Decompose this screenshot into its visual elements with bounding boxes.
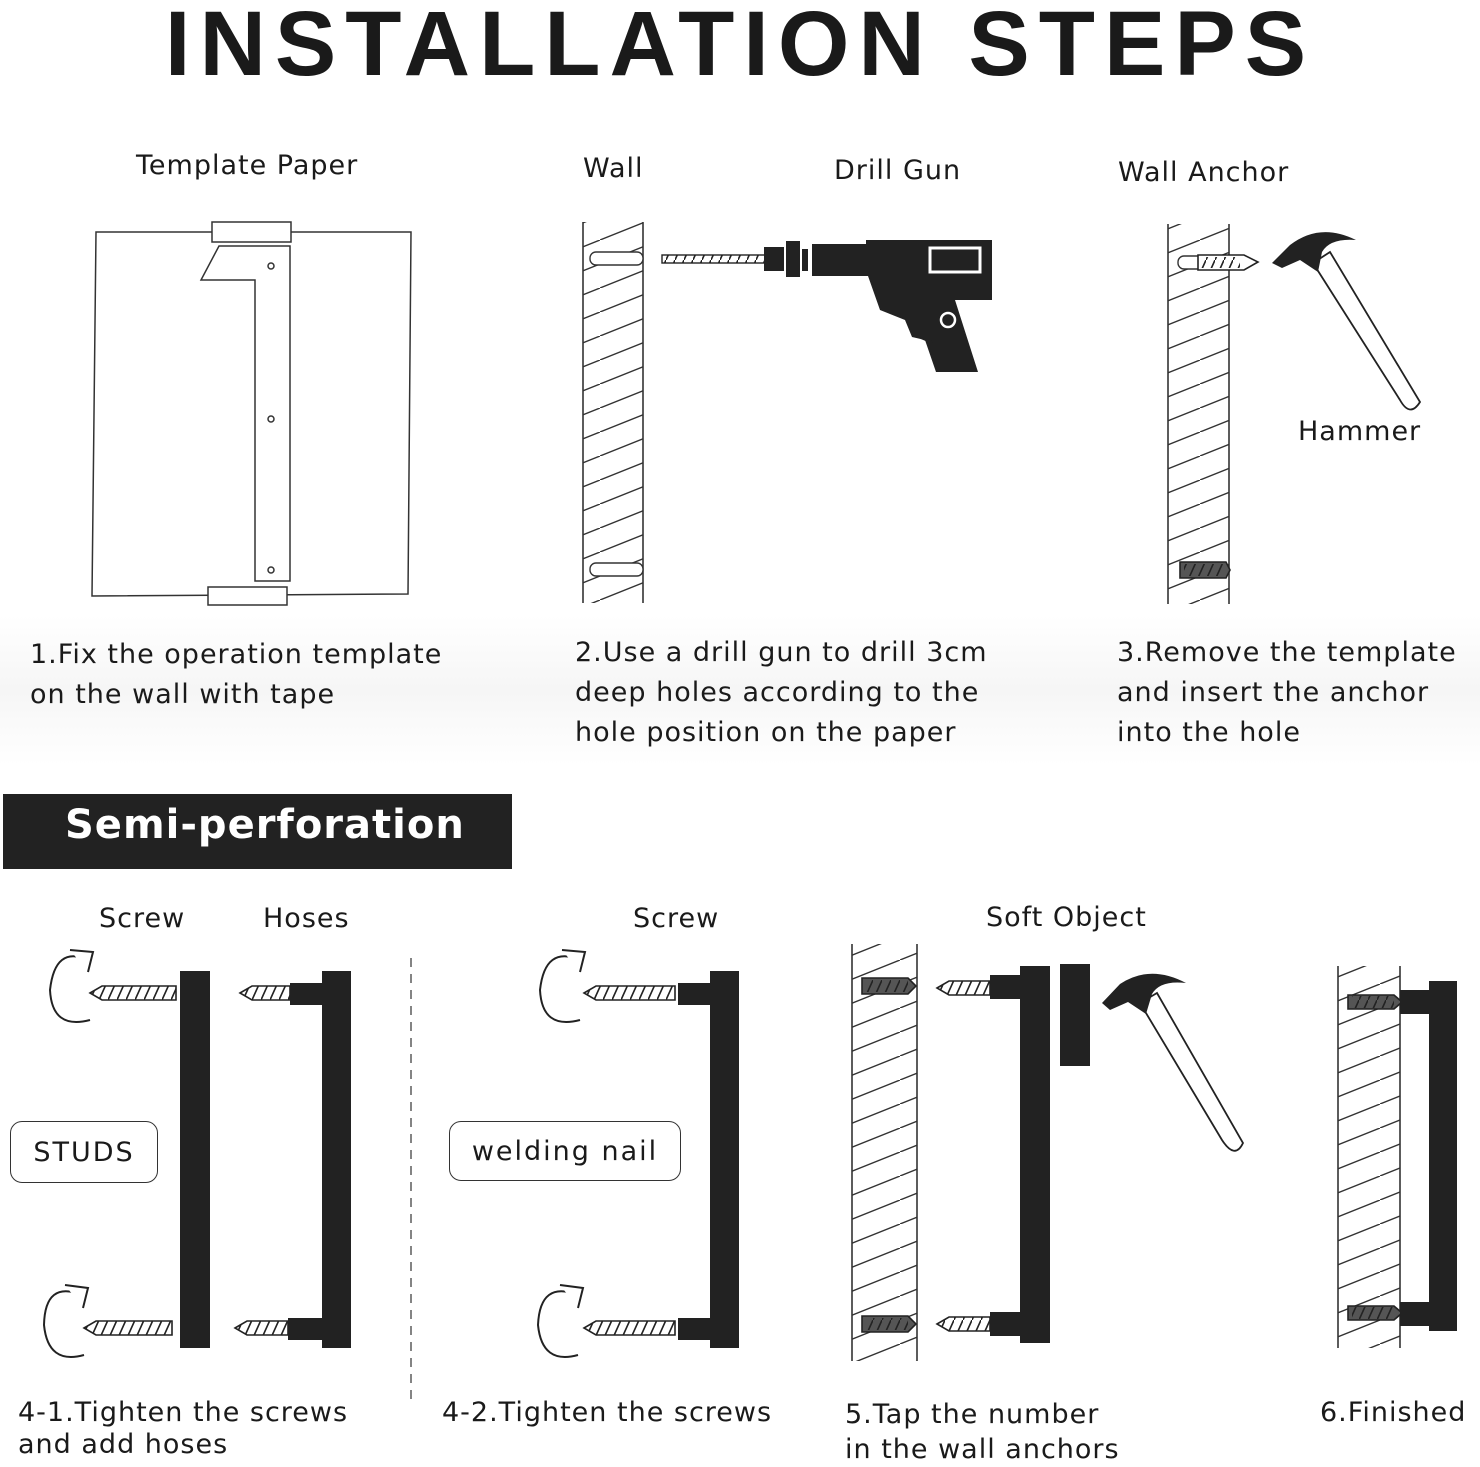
- hose-handle-4-1: [288, 971, 351, 1348]
- hammer-icon-step5: [1102, 974, 1243, 1151]
- screw-rotation-arrows-4-2: [538, 950, 585, 1357]
- label-drill-gun: Drill Gun: [834, 155, 962, 186]
- label-wall: Wall: [583, 153, 644, 184]
- step-5-caption: 5.Tap the number in the wall anchors: [845, 1399, 1120, 1465]
- screw-icon-group-4-2: [584, 986, 675, 1335]
- page-title: INSTALLATION STEPS: [164, 0, 1316, 95]
- finished-handle: [1400, 981, 1457, 1331]
- handle-step5: [990, 966, 1050, 1343]
- step-3-caption: 3.Remove the template and insert the anchor into the hole: [1117, 637, 1457, 748]
- step-6-caption: 6.Finished: [1320, 1397, 1467, 1428]
- soft-object-icon: [1060, 964, 1090, 1066]
- template-paper-illustration: [92, 222, 411, 605]
- step-4-2-caption: 4-2.Tighten the screws: [442, 1397, 773, 1428]
- wall-illustration-step6: [1338, 966, 1402, 1348]
- wall-illustration-step3: [1168, 224, 1258, 604]
- label-screw-2: Screw: [633, 903, 720, 934]
- wall-illustration-step5: [852, 944, 990, 1361]
- studs-text: STUDS: [33, 1136, 135, 1168]
- handle-4-2: [678, 971, 739, 1348]
- screw-icon-group-4-1: [84, 971, 290, 1348]
- screw-rotation-arrows-4-1: [44, 950, 93, 1357]
- step-1-caption: 1.Fix the operation template on the wall with tape: [30, 639, 443, 710]
- step-4-1-caption: 4-1.Tighten the screws and add hoses: [18, 1397, 349, 1460]
- label-soft-object: Soft Object: [986, 902, 1147, 933]
- label-screw-1: Screw: [99, 903, 186, 934]
- drill-gun-icon: [662, 240, 992, 372]
- label-hoses: Hoses: [263, 903, 350, 934]
- wall-illustration-step2: [583, 222, 643, 603]
- label-hammer: Hammer: [1298, 416, 1422, 447]
- banner-text: Semi-perforation: [65, 802, 465, 848]
- welding-nail-text: welding nail: [471, 1135, 659, 1167]
- step-2-caption: 2.Use a drill gun to drill 3cm deep holes according to the hole position on the paper: [575, 637, 988, 748]
- label-template-paper: Template Paper: [136, 150, 359, 181]
- hammer-icon: [1272, 232, 1420, 409]
- label-wall-anchor: Wall Anchor: [1118, 157, 1290, 188]
